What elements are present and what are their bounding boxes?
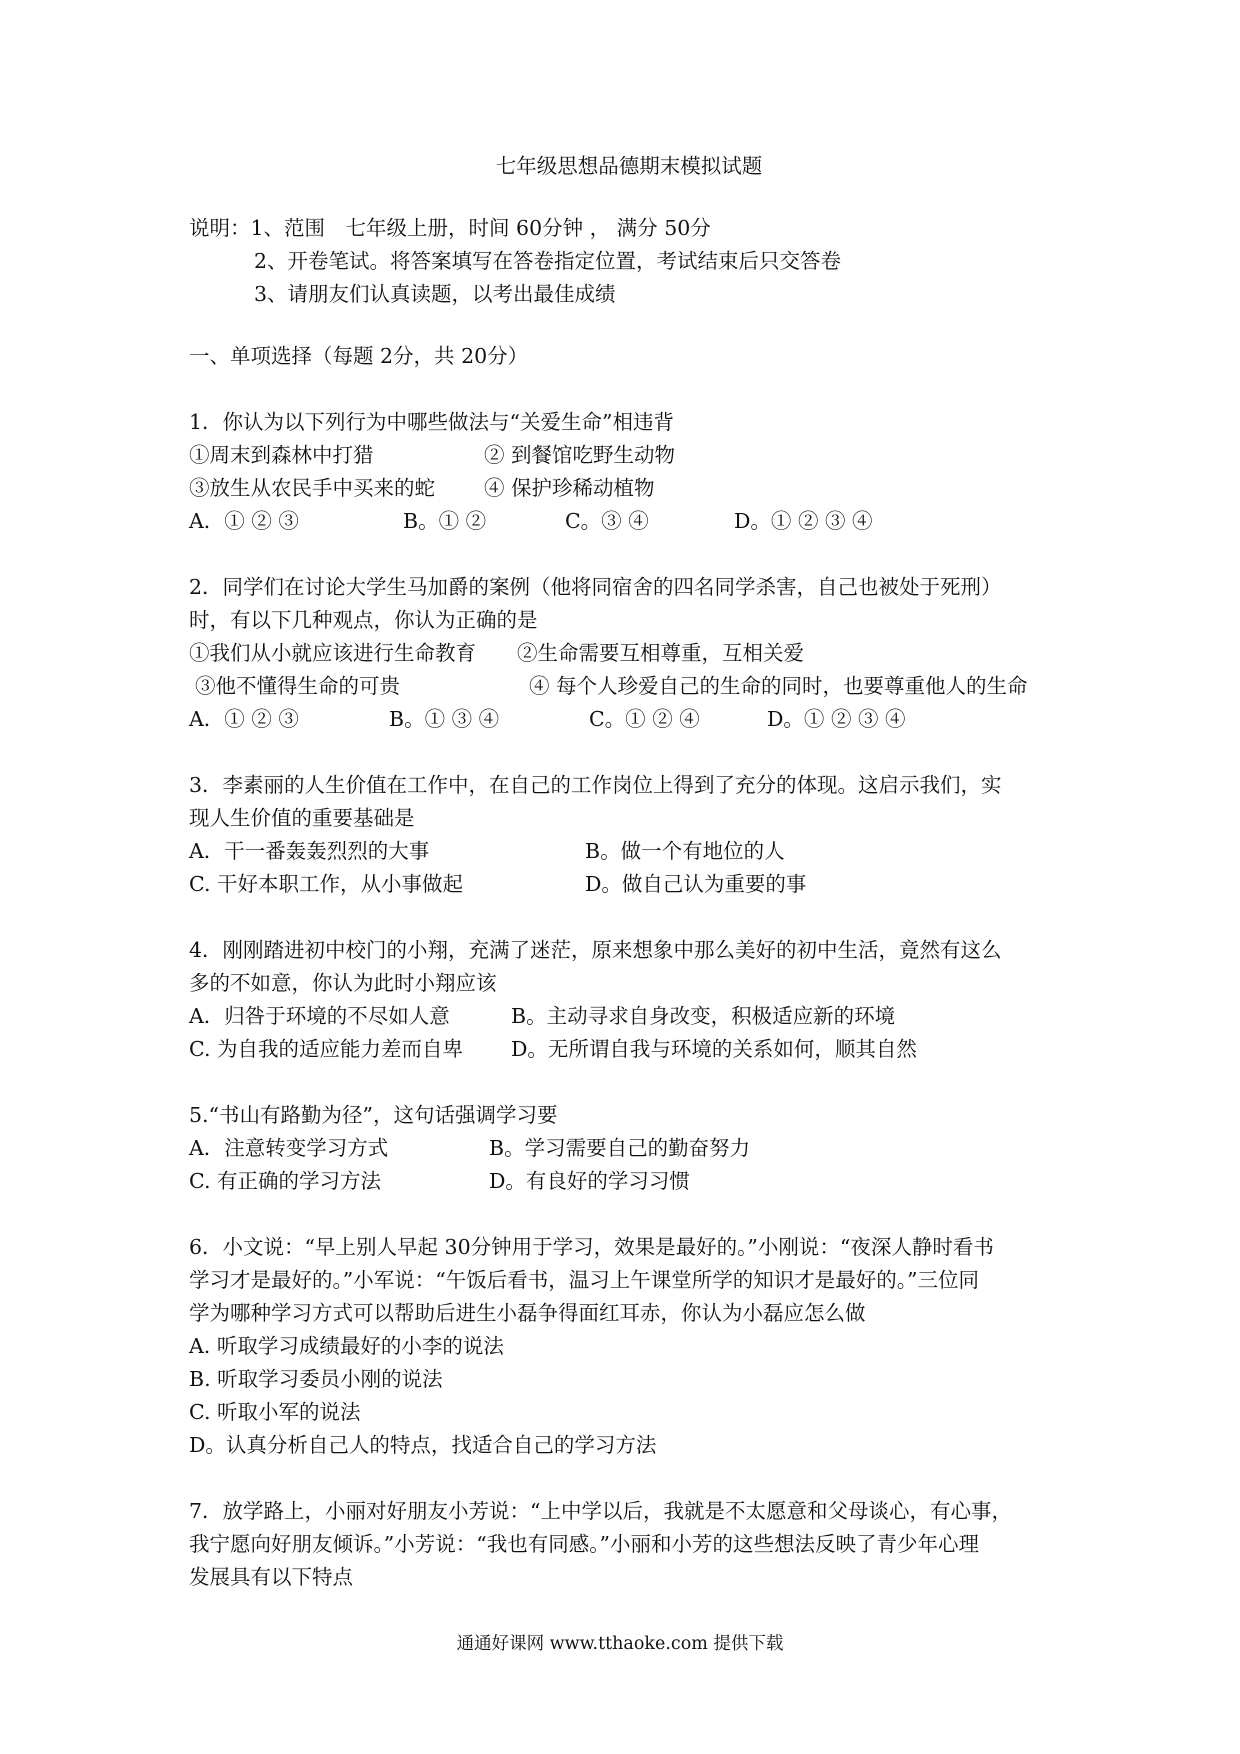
question-stem: 学习才是最好的。”小军说：“午饭后看书，温习上午课堂所学的知识才是最好的。”三位同	[189, 1268, 979, 1292]
question-1	[189, 406, 1069, 538]
statement-2: ②生命需要互相尊重，互相关爱	[517, 641, 804, 665]
statement-4: ④ 每个人珍爱自己的生命的同时，也要尊重他人的生命	[529, 674, 1028, 698]
question-stem: 7．放学路上，小丽对好朋友小芳说：“上中学以后，我就是不太愿意和父母谈心，有心事，	[189, 1499, 1013, 1523]
question-stem: 发展具有以下特点	[189, 1565, 353, 1589]
answer-choices	[189, 1033, 1069, 1066]
instruction-item: 2、开卷笔试。将答案填写在答卷指定位置，考试结束后只交答卷	[254, 249, 842, 273]
choice-c: C. 为自我的适应能力差而自卑	[189, 1037, 463, 1061]
question-6	[189, 1231, 1069, 1462]
statement-row	[189, 637, 1069, 670]
statement-row	[189, 472, 1069, 505]
instructions	[189, 212, 1069, 311]
choice-c: C。① ② ④	[589, 707, 700, 731]
choice-b: B。① ②	[403, 509, 487, 533]
question-stem: 现人生价值的重要基础是	[189, 806, 415, 830]
instructions-label: 说明：	[189, 216, 251, 240]
question-4	[189, 934, 1069, 1066]
statement-1: ①我们从小就应该进行生命教育	[189, 641, 476, 665]
choice-d: D。认真分析自己人的特点，找适合自己的学习方法	[189, 1433, 657, 1457]
choice-b: B。主动寻求自身改变，积极适应新的环境	[511, 1004, 896, 1028]
question-7	[189, 1495, 1069, 1594]
question-5	[189, 1099, 1069, 1198]
question-stem: 时，有以下几种观点，你认为正确的是	[189, 608, 538, 632]
choice-d: D。① ② ③ ④	[734, 509, 873, 533]
choice-a: A．① ② ③	[189, 707, 299, 731]
question-stem: 3．李素丽的人生价值在工作中，在自己的工作岗位上得到了充分的体现。这启示我们，实	[189, 773, 1002, 797]
question-stem: 我宁愿向好朋友倾诉。”小芳说：“我也有同感。”小丽和小芳的这些想法反映了青少年心理	[189, 1532, 979, 1556]
choice-b: B. 听取学习委员小刚的说法	[189, 1367, 443, 1391]
instruction-item: 1、范围 七年级上册，时间 60分钟 ， 满分 50分	[250, 216, 711, 240]
section-heading: 一、单项选择（每题 2分，共 20分）	[189, 344, 529, 368]
statement-row	[189, 670, 1069, 703]
choice-c: C。③ ④	[565, 509, 649, 533]
exam-title: 七年级思想品德期末模拟试题	[495, 154, 763, 178]
question-stem: 4．刚刚踏进初中校门的小翔，充满了迷茫，原来想象中那么美好的初中生活，竟然有这么	[189, 938, 1002, 962]
question-stem: 2．同学们在讨论大学生马加爵的案例（他将同宿舍的四名同学杀害，自己也被处于死刑）	[189, 575, 1002, 599]
page-footer: 通通好课网 www.tthaoke.com 提供下载	[456, 1634, 784, 1654]
choice-a: A．注意转变学习方式	[189, 1136, 389, 1160]
statement-1: ①周末到森林中打猎	[189, 443, 374, 467]
choice-d: D。有良好的学习习惯	[489, 1169, 690, 1193]
answer-choices	[189, 703, 1069, 736]
answer-choices	[189, 505, 1069, 538]
question-stem: 6．小文说：“早上别人早起 30分钟用于学习，效果是最好的。”小刚说：“夜深人静时看书	[189, 1235, 994, 1259]
statement-3: ③放生从农民手中买来的蛇	[189, 476, 435, 500]
choice-a: A．① ② ③	[189, 509, 299, 533]
statement-4: ④ 保护珍稀动植物	[484, 476, 655, 500]
choice-d: D。① ② ③ ④	[767, 707, 906, 731]
question-stem: 学为哪种学习方式可以帮助后进生小磊争得面红耳赤，你认为小磊应怎么做	[189, 1301, 866, 1325]
statement-3: ③他不懂得生命的可贵	[195, 674, 400, 698]
instruction-item: 3、请朋友们认真读题，以考出最佳成绩	[254, 282, 616, 306]
answer-choices	[189, 868, 1069, 901]
choice-c: C. 有正确的学习方法	[189, 1169, 381, 1193]
question-2	[189, 571, 1069, 736]
choice-b: B。学习需要自己的勤奋努力	[489, 1136, 751, 1160]
instruction-line-1	[189, 212, 1069, 245]
statement-row	[189, 439, 1069, 472]
question-stem: 1．你认为以下列行为中哪些做法与“关爱生命”相违背	[189, 410, 675, 434]
statement-2: ② 到餐馆吃野生动物	[484, 443, 676, 467]
choice-b: B。① ③ ④	[389, 707, 500, 731]
question-3	[189, 769, 1069, 901]
answer-choices	[189, 1132, 1069, 1165]
answer-choices	[189, 835, 1069, 868]
choice-d: D。做自己认为重要的事	[585, 872, 807, 896]
choice-b: B。做一个有地位的人	[585, 839, 785, 863]
question-stem: 5.“书山有路勤为径”，这句话强调学习要	[189, 1103, 558, 1127]
choice-d: D。无所谓自我与环境的关系如何，顺其自然	[511, 1037, 917, 1061]
choice-a: A．归咎于环境的不尽如人意	[189, 1004, 450, 1028]
choice-a: A．干一番轰轰烈烈的大事	[189, 839, 430, 863]
answer-choices	[189, 1165, 1069, 1198]
choice-c: C. 干好本职工作，从小事做起	[189, 872, 463, 896]
answer-choices	[189, 1000, 1069, 1033]
choice-c: C. 听取小军的说法	[189, 1400, 361, 1424]
exam-page	[189, 150, 1069, 1594]
question-stem: 多的不如意，你认为此时小翔应该	[189, 971, 497, 995]
choice-a: A. 听取学习成绩最好的小李的说法	[189, 1334, 504, 1358]
